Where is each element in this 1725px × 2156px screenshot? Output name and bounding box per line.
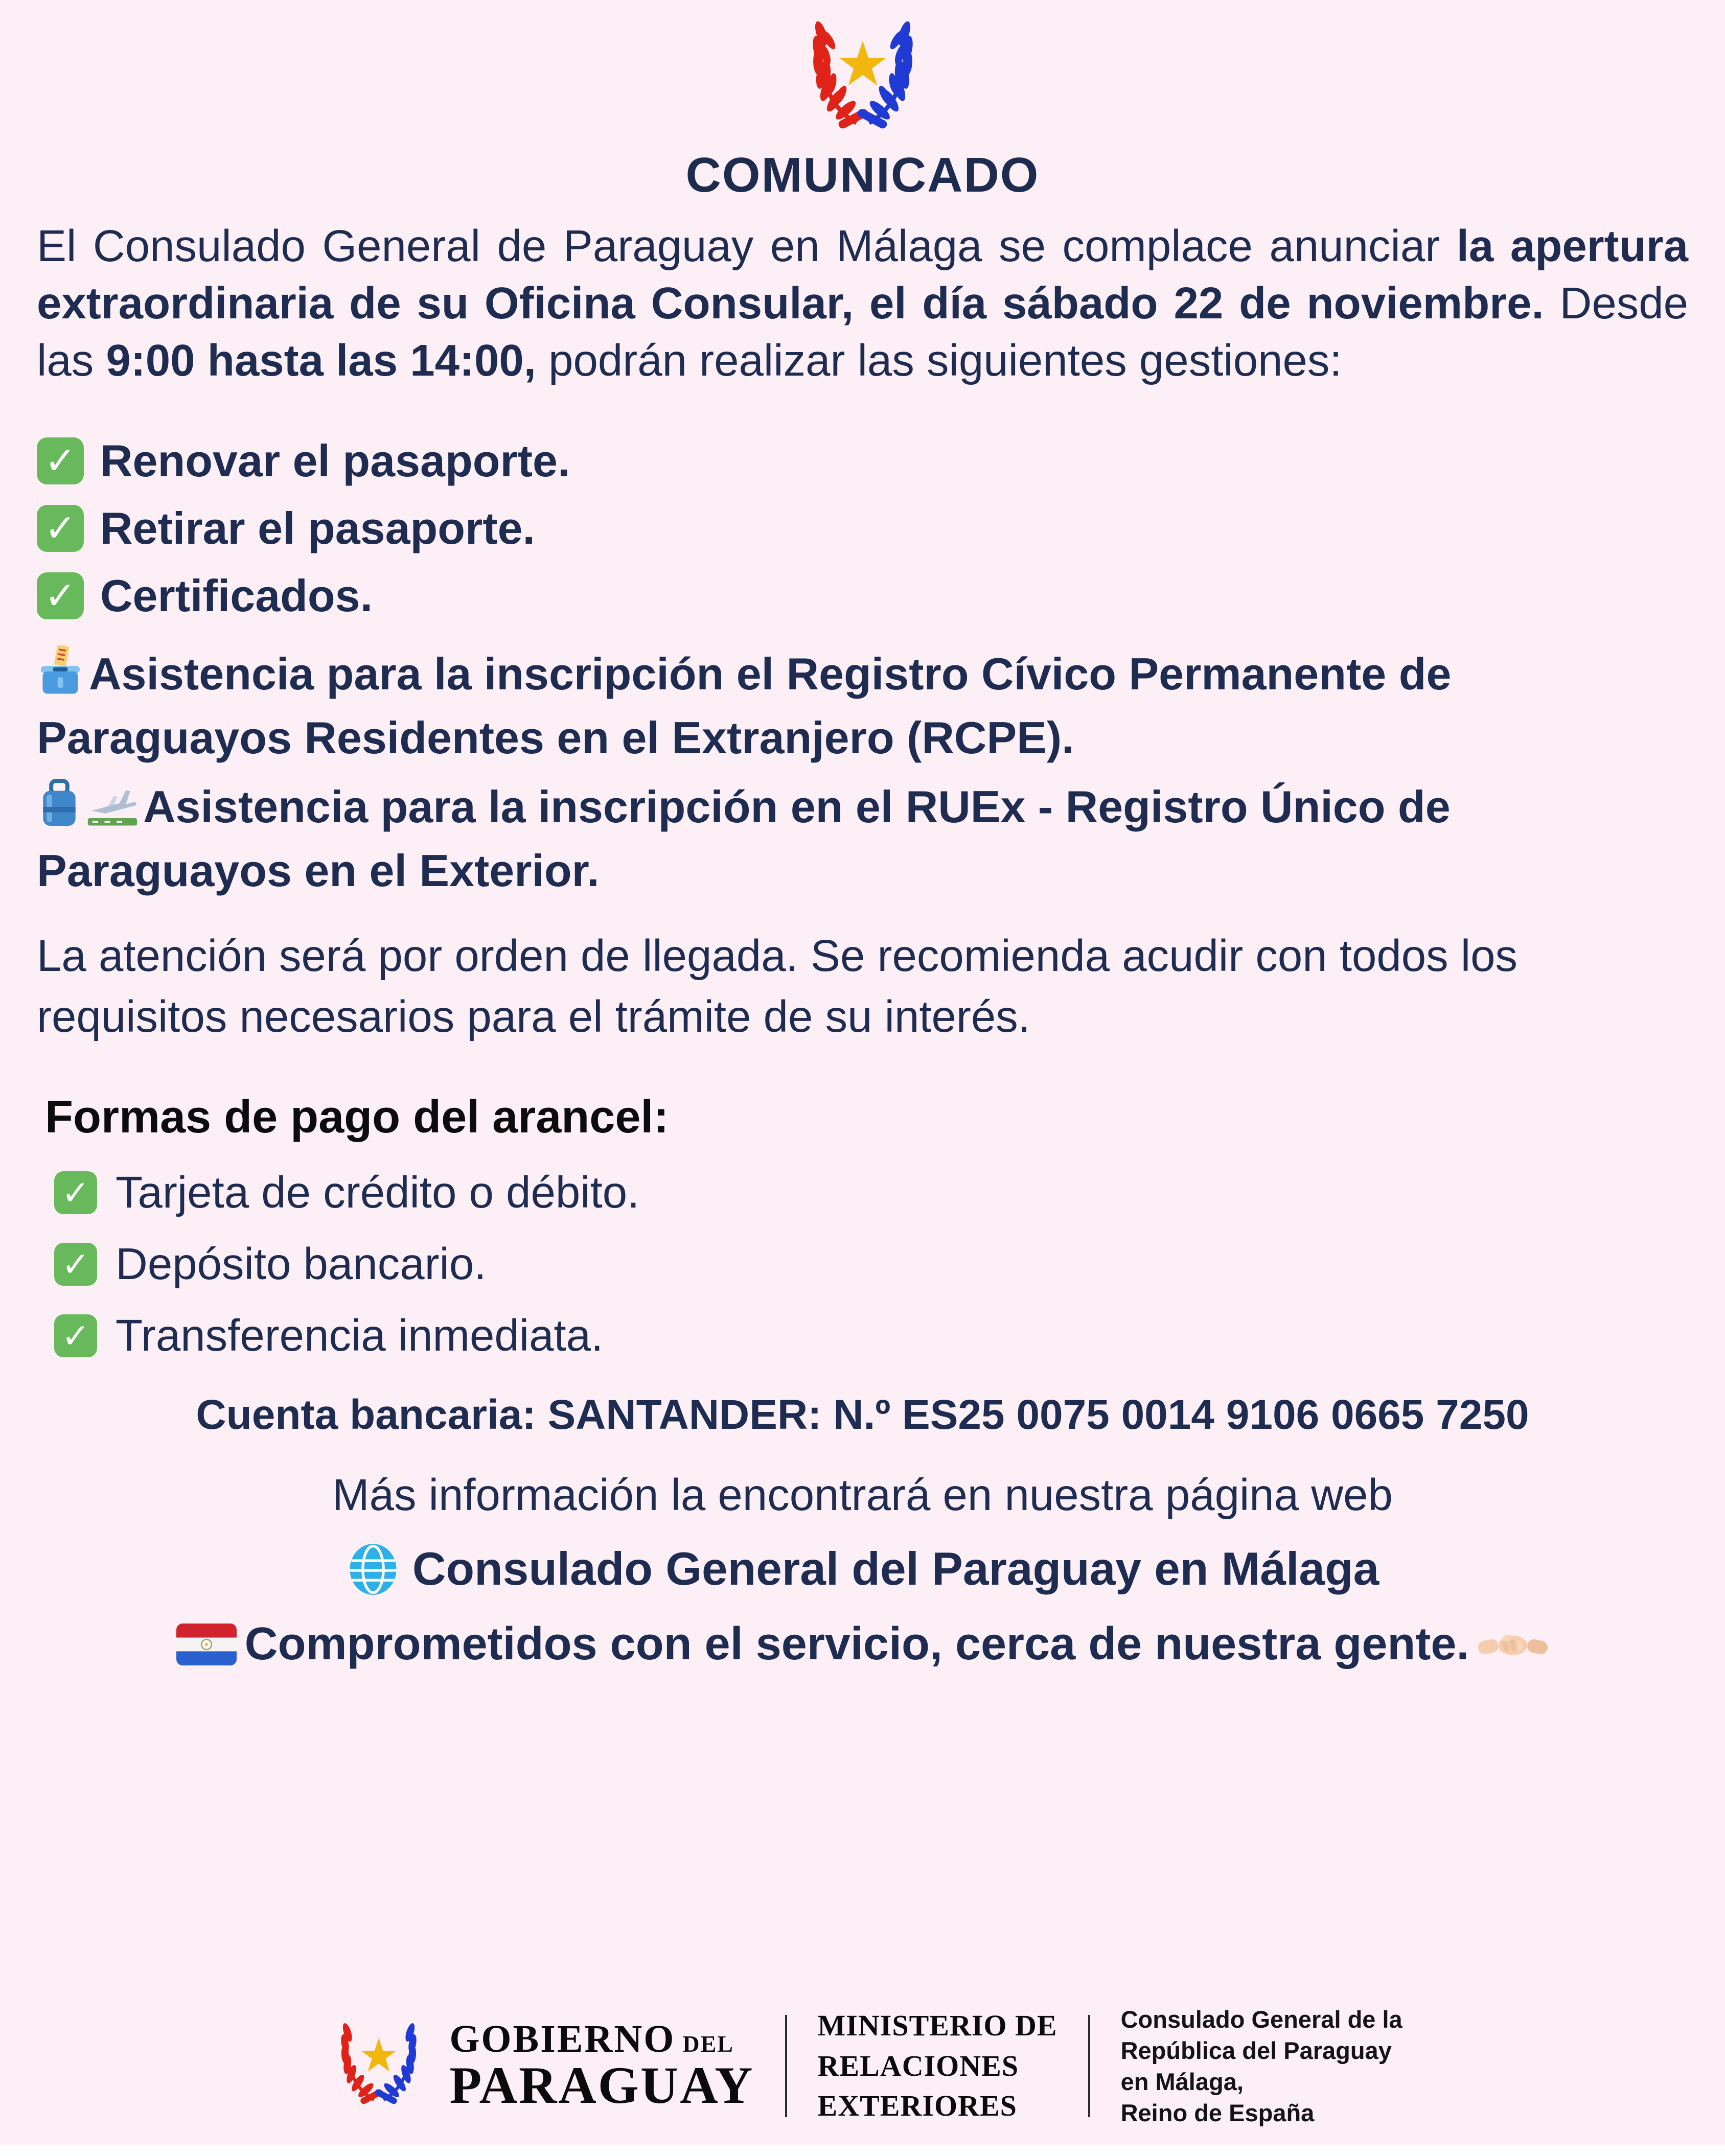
footer-divider xyxy=(1088,2015,1090,2117)
ministry-line: MINISTERIO DE xyxy=(817,2009,1057,2043)
government-word: GOBIERNO xyxy=(449,2017,676,2060)
government-logo-block xyxy=(323,2016,754,2116)
more-info-line: Más información la encontrará en nuestra página web xyxy=(332,1470,1393,1520)
government-wordmark-line2: PARAGUAY xyxy=(449,2056,754,2115)
star-icon xyxy=(839,41,886,85)
globe-icon xyxy=(346,1541,400,1597)
header-emblem xyxy=(0,12,1725,140)
ministry-line: EXTERIORES xyxy=(817,2089,1017,2122)
intro-segment: El Consulado General de Paraguay en Málaga se complace anunciar xyxy=(37,221,1457,271)
payment-heading: Formas de pago del arancel: xyxy=(45,1092,669,1143)
government-wordmark-line1 xyxy=(449,2017,754,2060)
service-label: Renovar el pasaporte. xyxy=(100,435,570,486)
list-item xyxy=(54,1239,1688,1290)
check-icon: ✓ xyxy=(37,437,84,484)
list-item xyxy=(54,1310,1688,1361)
ministry-block xyxy=(818,2006,1057,2126)
ballot-box-icon xyxy=(37,645,84,697)
services-list xyxy=(37,435,1688,622)
list-item xyxy=(37,570,1688,622)
announcement-body xyxy=(0,203,1725,1671)
check-icon: ✓ xyxy=(37,572,84,619)
payment-method-label: Tarjeta de crédito o débito. xyxy=(116,1168,640,1218)
commitment-line xyxy=(37,1618,1688,1671)
paraguay-wreath-emblem xyxy=(323,2016,435,2113)
paraguay-flag-icon xyxy=(176,1623,237,1666)
intro-paragraph xyxy=(37,218,1688,390)
footer xyxy=(0,2004,1725,2128)
check-icon: ✓ xyxy=(54,1243,97,1286)
intro-segment-bold: la apertura extraordinaria de su Oficina Consular, el día sábado 22 de noviembre. xyxy=(37,221,1688,329)
payment-method-label: Depósito bancario. xyxy=(116,1239,487,1289)
handshake-icon xyxy=(1477,1621,1549,1667)
page-title: COMUNICADO xyxy=(685,148,1040,202)
footer-divider xyxy=(785,2015,787,2117)
footer-government-emblem xyxy=(323,2016,435,2116)
service-label: Retirar el pasaporte. xyxy=(100,502,535,553)
website-label: Consulado General del Paraguay en Málaga xyxy=(412,1543,1379,1595)
luggage-icon xyxy=(37,778,82,829)
airplane-departure-icon xyxy=(87,781,138,829)
rcpe-paragraph xyxy=(37,642,1688,770)
consulate-line: Reino de España xyxy=(1120,2099,1315,2126)
bottom-white-strip xyxy=(0,2145,1725,2156)
bank-account-line: Cuenta bancaria: SANTANDER: N.º ES25 0075 0014 9106 0665 7250 xyxy=(196,1392,1529,1439)
list-item xyxy=(37,502,1688,554)
consulate-line: en Málaga, xyxy=(1120,2068,1244,2095)
intro-segment: Desde las xyxy=(37,279,1688,386)
website-line xyxy=(37,1541,1688,1597)
ruex-paragraph xyxy=(37,775,1688,903)
check-icon: ✓ xyxy=(37,505,84,552)
intro-segment-bold: 9:00 hasta las 14:00, xyxy=(106,336,536,386)
commitment-text: Comprometidos con el servicio, cerca de nuestra gente. xyxy=(244,1618,1469,1670)
intro-segment: podrán realizar las siguientes gestiones: xyxy=(536,336,1342,386)
paraguay-wreath-emblem xyxy=(786,12,939,140)
rcpe-text: Asistencia para la inscripción el Registro Cívico Permanente de Paraguayos Residentes en el Extranjero (RCPE). xyxy=(37,648,1452,763)
payment-method-label: Transferencia inmediata. xyxy=(116,1311,604,1361)
ministry-line: RELACIONES xyxy=(817,2049,1019,2082)
check-icon: ✓ xyxy=(54,1314,97,1357)
list-item xyxy=(37,435,1688,487)
payment-methods-list xyxy=(54,1167,1688,1361)
service-label: Certificados. xyxy=(100,570,373,621)
check-icon: ✓ xyxy=(54,1171,97,1214)
ruex-text: Asistencia para la inscripción en el RUEx - Registro Único de Paraguayos en el Exterior. xyxy=(37,781,1451,896)
notice-paragraph: La atención será por orden de llegada. Se recomienda acudir con todos los requisitos necesarios para el trámite de su interés. xyxy=(37,931,1518,1041)
government-del: DEL xyxy=(682,2030,734,2057)
consulate-line: República del Paraguay xyxy=(1120,2036,1392,2064)
consulate-line: Consulado General de la xyxy=(1120,2005,1402,2033)
list-item xyxy=(54,1167,1688,1218)
consulate-block xyxy=(1121,2004,1402,2128)
government-wordmark xyxy=(449,2017,754,2115)
